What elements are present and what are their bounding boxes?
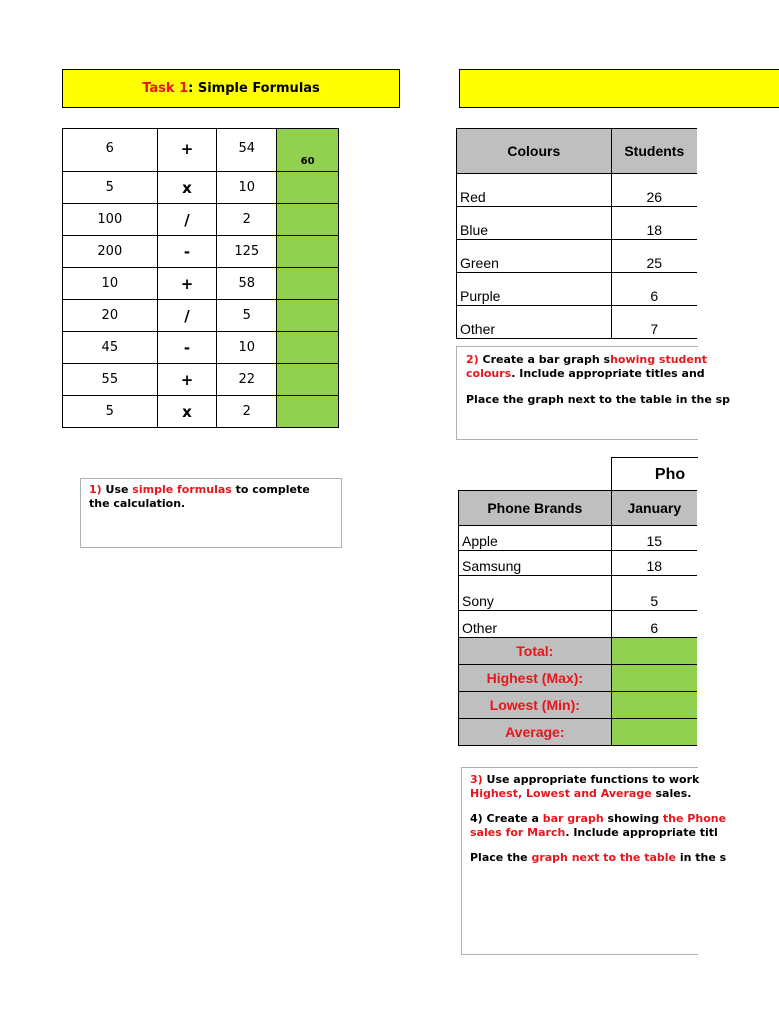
operand-b-cell[interactable]: 125: [217, 236, 277, 268]
result-cell[interactable]: [277, 364, 339, 396]
january-sales-cell[interactable]: 6: [611, 611, 697, 638]
operator-cell[interactable]: +: [157, 268, 217, 300]
operand-a-cell[interactable]: 200: [63, 236, 158, 268]
instruction-3-highlight: Highest, Lowest and Average: [470, 787, 652, 800]
formula-row: [63, 396, 339, 428]
result-cell[interactable]: [277, 236, 339, 268]
result-cell[interactable]: [277, 268, 339, 300]
instruction-5-text-2: in the s: [676, 851, 727, 864]
instruction-1-text-end: to complete the calculation.: [89, 483, 310, 510]
instruction-4-number: 4): [470, 812, 483, 825]
instruction-box-3: [461, 767, 727, 955]
operator-cell[interactable]: x: [157, 172, 217, 204]
colour-name-cell[interactable]: Green: [457, 240, 612, 273]
operator-cell[interactable]: +: [157, 364, 217, 396]
summary-row: [459, 719, 698, 746]
operand-a-cell[interactable]: 5: [63, 172, 158, 204]
formula-row: [63, 300, 339, 332]
formula-table: [62, 128, 339, 428]
colour-row: [457, 207, 698, 240]
operand-a-cell[interactable]: 100: [63, 204, 158, 236]
phone-row: [459, 526, 698, 551]
summary-row: [459, 638, 698, 665]
result-cell[interactable]: [277, 396, 339, 428]
colour-row: [457, 306, 698, 339]
colours-header: Colours: [457, 129, 612, 174]
operand-b-cell[interactable]: 2: [217, 396, 277, 428]
instruction-3-number: 3): [470, 773, 483, 786]
operand-b-cell[interactable]: 54: [217, 129, 277, 172]
phones-table: [458, 490, 697, 746]
students-header: Students: [611, 129, 697, 174]
operand-b-cell[interactable]: 10: [217, 172, 277, 204]
operand-b-cell[interactable]: 5: [217, 300, 277, 332]
operand-b-cell[interactable]: 22: [217, 364, 277, 396]
january-sales-cell[interactable]: 5: [611, 576, 697, 611]
instruction-4-text: Create a: [482, 812, 543, 825]
phone-brand-cell[interactable]: Apple: [459, 526, 612, 551]
instruction-5-highlight: graph next to the table: [531, 851, 676, 864]
operator-cell[interactable]: x: [157, 396, 217, 428]
summary-label-cell: Total:: [459, 638, 612, 665]
phone-row: [459, 611, 698, 638]
operand-a-cell[interactable]: 5: [63, 396, 158, 428]
summary-label-cell: Highest (Max):: [459, 665, 612, 692]
instruction-3-text: Use appropriate functions to work: [482, 773, 700, 786]
instruction-1-highlight: simple formulas: [132, 483, 232, 496]
instruction-2-highlight: howing student: [610, 353, 707, 366]
task1-label: Task 1: [142, 81, 189, 96]
operand-a-cell[interactable]: 20: [63, 300, 158, 332]
formula-row: [63, 236, 339, 268]
phone-row: [459, 576, 698, 611]
colour-row: [457, 273, 698, 306]
instruction-2-text-2: . Include appropriate titles and: [511, 367, 705, 380]
instruction-2-placement: Place the graph next to the table in the sp: [466, 393, 731, 406]
phone-brands-header: Phone Brands: [459, 491, 612, 526]
instruction-2-number: 2): [466, 353, 479, 366]
operand-a-cell[interactable]: 45: [63, 332, 158, 364]
instruction-1-text: Use: [101, 483, 133, 496]
result-cell[interactable]: 60: [277, 129, 339, 172]
colour-name-cell[interactable]: Other: [457, 306, 612, 339]
formula-row: [63, 268, 339, 300]
summary-value-cell[interactable]: [611, 638, 697, 665]
colour-name-cell[interactable]: Purple: [457, 273, 612, 306]
instruction-4-highlight: bar graph: [542, 812, 604, 825]
phone-brand-cell[interactable]: Samsung: [459, 551, 612, 576]
students-count-cell[interactable]: 18: [611, 207, 697, 240]
task1-title: : Simple Formulas: [188, 81, 320, 96]
formula-row: [63, 172, 339, 204]
january-sales-cell[interactable]: 15: [611, 526, 697, 551]
students-count-cell[interactable]: 26: [611, 174, 697, 207]
operand-b-cell[interactable]: 10: [217, 332, 277, 364]
summary-value-cell[interactable]: [611, 665, 697, 692]
summary-value-cell[interactable]: [611, 692, 697, 719]
instruction-4-highlight-2: the Phone: [662, 812, 727, 825]
formula-row: [63, 332, 339, 364]
january-header: January: [611, 491, 697, 526]
instruction-box-1: [80, 478, 342, 548]
result-cell[interactable]: [277, 204, 339, 236]
phones-title-cell: [611, 457, 698, 491]
instruction-3-text-end: sales.: [651, 787, 692, 800]
phone-row: [459, 551, 698, 576]
operator-cell[interactable]: -: [157, 332, 217, 364]
result-cell[interactable]: [277, 332, 339, 364]
task2-title-bar: [459, 69, 779, 108]
summary-label-cell: Average:: [459, 719, 612, 746]
result-cell[interactable]: [277, 300, 339, 332]
phones-title: Pho: [654, 465, 686, 483]
formula-row: [63, 204, 339, 236]
instruction-2-colours: colours: [466, 367, 512, 380]
colour-name-cell[interactable]: Red: [457, 174, 612, 207]
students-count-cell[interactable]: 7: [611, 306, 697, 339]
instruction-2-text: Create a bar graph s: [478, 353, 611, 366]
instruction-4-text-3: . Include appropriate titl: [565, 826, 718, 839]
january-sales-cell[interactable]: 18: [611, 551, 697, 576]
operand-b-cell[interactable]: 58: [217, 268, 277, 300]
operand-b-cell[interactable]: 2: [217, 204, 277, 236]
operator-cell[interactable]: -: [157, 236, 217, 268]
operator-cell[interactable]: /: [157, 300, 217, 332]
task1-title-bar: [62, 69, 400, 108]
students-count-cell[interactable]: 25: [611, 240, 697, 273]
phone-brand-cell[interactable]: Other: [459, 611, 612, 638]
colour-name-cell[interactable]: Blue: [457, 207, 612, 240]
formula-row: [63, 129, 339, 172]
instruction-1-number: 1): [89, 483, 102, 496]
operator-cell[interactable]: +: [157, 129, 217, 172]
phone-brand-cell[interactable]: Sony: [459, 576, 612, 611]
instruction-4-highlight-3: sales for March: [470, 826, 566, 839]
instruction-box-2: [456, 346, 731, 440]
operator-cell[interactable]: /: [157, 204, 217, 236]
result-cell[interactable]: [277, 172, 339, 204]
operand-a-cell[interactable]: 6: [63, 129, 158, 172]
summary-label-cell: Lowest (Min):: [459, 692, 612, 719]
operand-a-cell[interactable]: 10: [63, 268, 158, 300]
instruction-5-text: Place the: [470, 851, 532, 864]
colour-row: [457, 240, 698, 273]
students-count-cell[interactable]: 6: [611, 273, 697, 306]
operand-a-cell[interactable]: 55: [63, 364, 158, 396]
summary-value-cell[interactable]: [611, 719, 697, 746]
colours-table: [456, 128, 697, 339]
summary-row: [459, 665, 698, 692]
summary-row: [459, 692, 698, 719]
colour-row: [457, 174, 698, 207]
instruction-4-text-2: showing: [603, 812, 663, 825]
formula-row: [63, 364, 339, 396]
